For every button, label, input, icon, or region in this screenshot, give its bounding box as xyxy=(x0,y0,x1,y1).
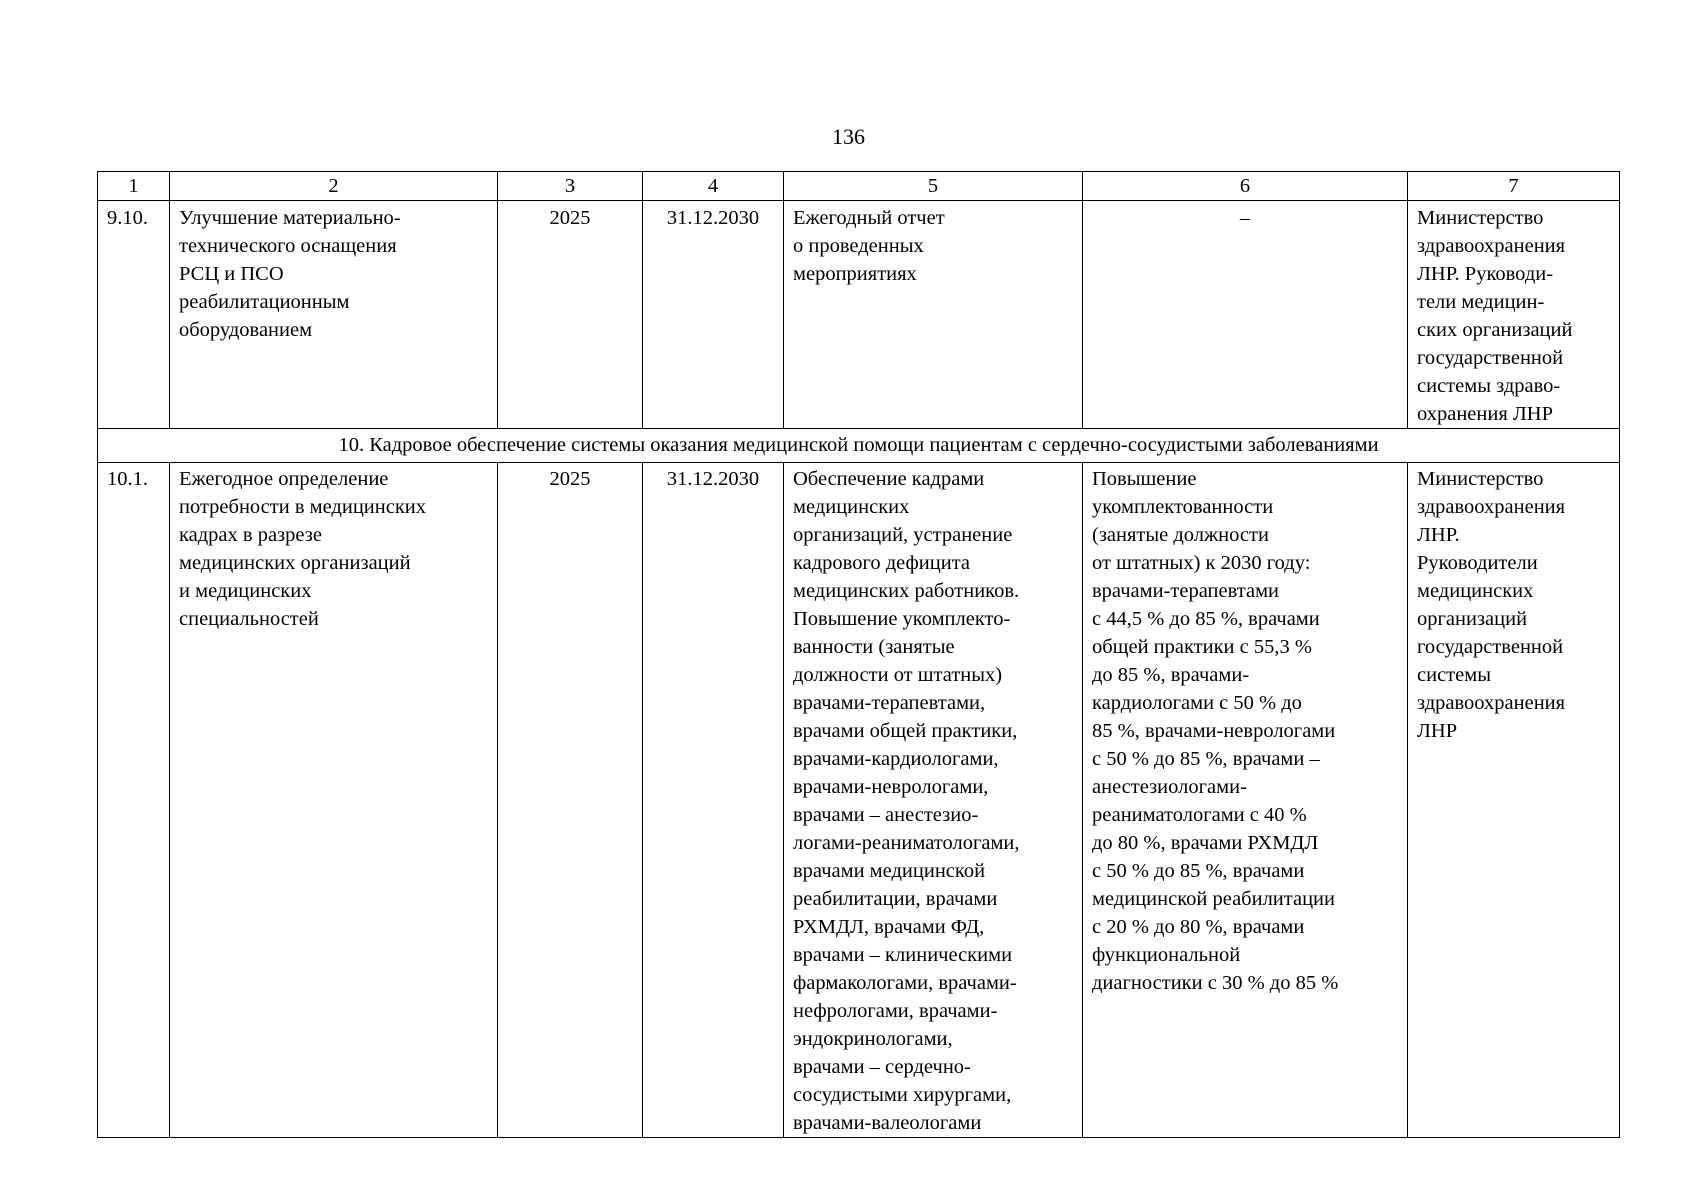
plan-table xyxy=(97,171,1620,1138)
cell-text-line: специальностей xyxy=(179,608,319,630)
cell-text-line: – xyxy=(1239,207,1251,229)
cell-text-line: анестезиологами- xyxy=(1092,776,1247,798)
cell-text-line: государственной xyxy=(1417,347,1564,369)
cell-text-line: диагностики с 30 % до 85 % xyxy=(1092,972,1339,994)
cell-text-line: реабилитации, врачами xyxy=(793,888,998,910)
cell-text-line: Ежегодное определение xyxy=(179,468,389,490)
cell-text-line: врачами-валеологами xyxy=(793,1112,982,1134)
cell-text-line: врачами-неврологами, xyxy=(793,776,989,798)
cell-text-line: медицинских xyxy=(793,496,910,518)
table-row xyxy=(98,201,1620,429)
responsible-cell xyxy=(1408,201,1620,429)
column-number-row xyxy=(98,172,1620,201)
cell-text-line: функциональной xyxy=(1092,944,1241,966)
cell-text-line: Министерство xyxy=(1417,207,1544,229)
column-number-cell: 4 xyxy=(643,172,784,201)
cell-text-line: логами-реаниматологами, xyxy=(793,832,1020,854)
cell-text-line: реаниматологами с 40 % xyxy=(1092,804,1307,826)
column-number-cell: 7 xyxy=(1408,172,1620,201)
cell-text-line: РСЦ и ПСО xyxy=(179,263,284,285)
cell-text-line: врачами-терапевтами, xyxy=(793,692,986,714)
start-year-cell: 2025 xyxy=(498,463,643,1138)
section-title: 10. Кадровое обеспечение системы оказания медицинской помощи пациентам с сердечно-сосудистыми заболеваниями xyxy=(98,429,1620,463)
cell-text-line: эндокринологами, xyxy=(793,1028,953,1050)
cell-text-line: государственной xyxy=(1417,636,1564,658)
cell-text-line: здравоохранения xyxy=(1417,496,1566,518)
cell-text-line: ЛНР xyxy=(1417,720,1458,742)
cell-text-line: мероприятиях xyxy=(793,263,917,285)
column-number-cell: 1 xyxy=(98,172,170,201)
cell-text-line: до 80 %, врачами РХМДЛ xyxy=(1092,832,1319,854)
cell-text-line: с 20 % до 80 %, врачами xyxy=(1092,916,1305,938)
measure-cell xyxy=(170,463,498,1138)
cell-text-line: Повышение укомплекто- xyxy=(793,608,1011,630)
cell-text-line: потребности в медицинских xyxy=(179,496,427,518)
section-heading-row xyxy=(98,429,1620,463)
cell-text-line: организаций xyxy=(1417,608,1528,630)
cell-text-line: кардиологами с 50 % до xyxy=(1092,692,1302,714)
page-number: 136 xyxy=(832,124,865,149)
result-cell xyxy=(784,463,1083,1138)
cell-text-line: до 85 %, врачами- xyxy=(1092,664,1250,686)
item-number: 9.10. xyxy=(98,201,170,429)
cell-text-line: охранения ЛНР xyxy=(1417,403,1554,425)
cell-text-line: врачами медицинской xyxy=(793,860,986,882)
cell-text-line: (занятые должности xyxy=(1092,524,1269,546)
cell-text-line: медицинских работников. xyxy=(793,580,1020,602)
cell-text-line: ЛНР. Руководи- xyxy=(1417,263,1554,285)
cell-text-line: ЛНР. xyxy=(1417,524,1460,546)
cell-text-line: системы здраво- xyxy=(1417,375,1561,397)
cell-text-line: медицинских организаций xyxy=(179,552,411,574)
result-cell xyxy=(784,201,1083,429)
cell-text-line: тели медицин- xyxy=(1417,291,1545,313)
cell-text-line: общей практики с 55,3 % xyxy=(1092,636,1312,658)
cell-text-line: РХМДЛ, врачами ФД, xyxy=(793,916,985,938)
cell-text-line: Повышение xyxy=(1092,468,1197,490)
cell-text-line: Улучшение материально- xyxy=(179,207,401,229)
cell-text-line: о проведенных xyxy=(793,235,924,257)
cell-text-line: организаций, устранение xyxy=(793,524,1013,546)
cell-text-line: ванности (занятые xyxy=(793,636,955,658)
cell-text-line: с 50 % до 85 %, врачами – xyxy=(1092,748,1320,770)
cell-text-line: Министерство xyxy=(1417,468,1544,490)
cell-text-line: Руководители xyxy=(1417,552,1538,574)
cell-text-line: медицинской реабилитации xyxy=(1092,888,1335,910)
cell-text-line: врачами общей практики, xyxy=(793,720,1018,742)
responsible-cell xyxy=(1408,463,1620,1138)
cell-text-line: фармакологами, врачами- xyxy=(793,972,1017,994)
cell-text-line: с 50 % до 85 %, врачами xyxy=(1092,860,1305,882)
cell-text-line: медицинских xyxy=(1417,580,1534,602)
column-number-cell: 6 xyxy=(1083,172,1408,201)
cell-text-line: оборудованием xyxy=(179,319,313,341)
cell-text-line: сосудистыми хирургами, xyxy=(793,1084,1012,1106)
end-date-cell: 31.12.2030 xyxy=(643,201,784,429)
cell-text-line: с 44,5 % до 85 %, врачами xyxy=(1092,608,1320,630)
cell-text-line: кадрового дефицита xyxy=(793,552,971,574)
cell-text-line: укомплектованности xyxy=(1092,496,1274,518)
column-number-cell: 5 xyxy=(784,172,1083,201)
measure-cell xyxy=(170,201,498,429)
column-number-cell: 3 xyxy=(498,172,643,201)
indicator-cell xyxy=(1083,201,1408,429)
cell-text-line: здравоохранения xyxy=(1417,692,1566,714)
cell-text-line: от штатных) к 2030 году: xyxy=(1092,552,1311,574)
cell-text-line: Обеспечение кадрами xyxy=(793,468,985,490)
cell-text-line: технического оснащения xyxy=(179,235,397,257)
item-number: 10.1. xyxy=(98,463,170,1138)
cell-text-line: врачами – клиническими xyxy=(793,944,1013,966)
start-year-cell: 2025 xyxy=(498,201,643,429)
column-number-cell: 2 xyxy=(170,172,498,201)
cell-text-line: 85 %, врачами-неврологами xyxy=(1092,720,1336,742)
cell-text-line: кадрах в разрезе xyxy=(179,524,322,546)
cell-text-line: реабилитационным xyxy=(179,291,350,313)
cell-text-line: врачами-кардиологами, xyxy=(793,748,999,770)
cell-text-line: ских организаций xyxy=(1417,319,1573,341)
cell-text-line: должности от штатных) xyxy=(793,664,1003,686)
cell-text-line: здравоохранения xyxy=(1417,235,1566,257)
cell-text-line: врачами – анестезио- xyxy=(793,804,979,826)
cell-text-line: врачами – сердечно- xyxy=(793,1056,971,1078)
cell-text-line: нефрологами, врачами- xyxy=(793,1000,998,1022)
indicator-cell xyxy=(1083,463,1408,1138)
table-row xyxy=(98,463,1620,1138)
cell-text-line: врачами-терапевтами xyxy=(1092,580,1280,602)
cell-text-line: Ежегодный отчет xyxy=(793,207,945,229)
cell-text-line: системы xyxy=(1417,664,1491,686)
cell-text-line: и медицинских xyxy=(179,580,312,602)
end-date-cell: 31.12.2030 xyxy=(643,463,784,1138)
